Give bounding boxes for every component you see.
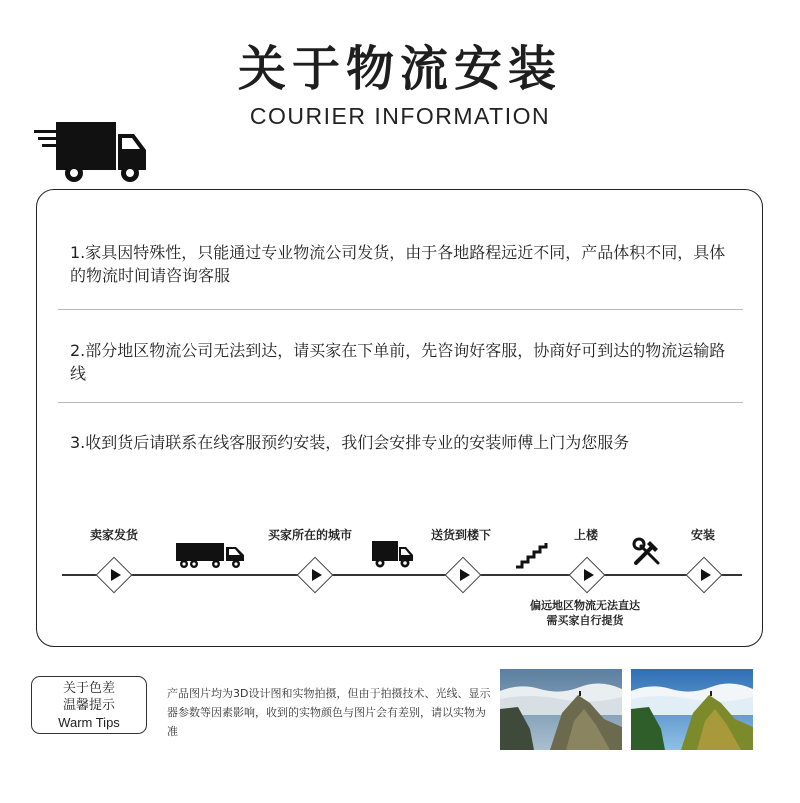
- stairs-icon: [514, 541, 548, 569]
- color-sample-photo-warm: [631, 669, 753, 750]
- delivery-truck-icon: [34, 118, 150, 184]
- remote-area-note: 偏远地区物流无法直达 需买家自行提货: [530, 599, 640, 627]
- play-icon: [701, 569, 711, 581]
- step-label-seller-ship: 卖家发货: [90, 528, 139, 542]
- step-label-upstairs: 上楼: [574, 528, 599, 542]
- note-item-2: 2.部分地区物流公司无法到达，请买家在下单前，先咨询好客服，协商好可到达的物流运输路线: [70, 341, 726, 383]
- step-label-buyer-city: 买家所在的城市: [268, 528, 353, 542]
- flow-timeline: [62, 574, 742, 576]
- play-icon: [111, 569, 121, 581]
- play-icon: [312, 569, 322, 581]
- tools-icon: [632, 537, 662, 567]
- play-icon: [460, 569, 470, 581]
- step-label-downstairs: 送货到楼下: [431, 528, 492, 542]
- warm-tips-text: 产品图片均为3D设计图和实物拍摄，但由于拍摄技术、光线、显示器参数等因素影响，收到的实物颜色与图片会有差别，请以实物为准: [167, 687, 491, 738]
- color-sample-photo-cool: [500, 669, 622, 750]
- play-icon: [584, 569, 594, 581]
- delivery-truck-small-icon: [372, 539, 414, 569]
- note-item-3: 3.收到货后请联系在线客服预约安装，我们会安排专业的安装师傅上门为您服务: [70, 433, 630, 452]
- note-item-1: 1.家具因特殊性，只能通过专业物流公司发货，由于各地路程远近不同，产品体积不同，具体的物流时间请咨询客服: [70, 243, 726, 285]
- warm-tips-badge: 关于色差 温馨提示 Warm Tips: [31, 676, 147, 734]
- semi-truck-icon: [176, 541, 246, 569]
- page-subtitle: COURIER INFORMATION: [249, 103, 551, 129]
- step-label-install: 安装: [691, 528, 716, 542]
- page-title: 关于物流安装: [237, 41, 562, 97]
- divider: [58, 402, 743, 403]
- divider: [58, 309, 743, 310]
